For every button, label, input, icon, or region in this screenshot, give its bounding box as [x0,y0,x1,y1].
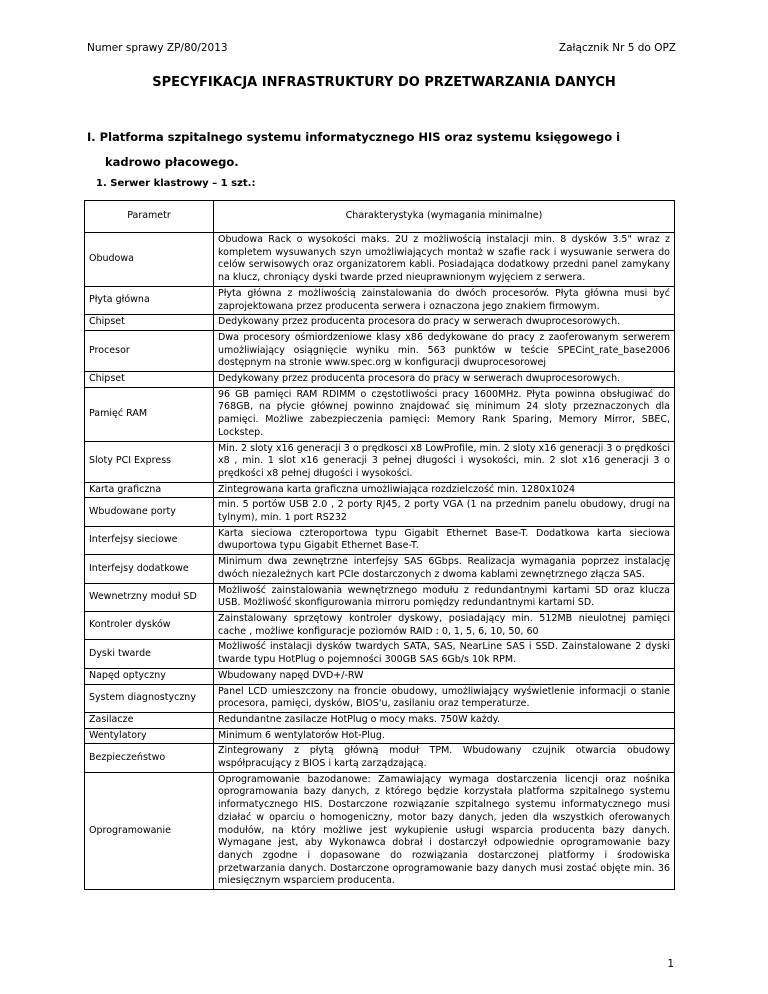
param-cell: Interfejsy sieciowe [85,526,214,554]
specification-table [84,200,675,890]
table-row [85,668,675,684]
param-cell: Zasilacze [85,712,214,728]
table-row [85,441,675,482]
param-cell: Bezpieczeństwo [85,744,214,772]
desc-cell: Oprogramowanie bazodanowe: Zamawiający wymaga dostarczenia licencji oraz nośnika oprogramowania bazy danych, z którego będzie korzystała platforma szpitalnego systemu informatycznego HIS. Dostarczone rozwiązanie szpitalnego systemu informatycznego musi działać w oparciu o homogeniczny, motor bazy danych, jeden dla wszystkich oferowanych modułów, na który możliwe jest wykupienie usługi wsparcia producenta bazy danych. Wymagane jest, aby Wykonawca dobrał i dostarczył odpowiednie oprogramowanie bazy danych zgodne i dopasowane do rozwiązania dostarczonej platformy i środowiska przetwarzania danych. Dostarczone oprogramowanie bazy danych musi zostać objęte min. 36 miesięcznym wsparciem producenta. [214,772,675,889]
section-heading-line2: kadrowo płacowego. [105,155,239,169]
desc-cell: Minimum 6 wentylatorów Hot-Plug. [214,728,675,744]
table-row [85,712,675,728]
document-title: SPECYFIKACJA INFRASTRUKTURY DO PRZETWARZANIA DANYCH [152,75,616,90]
table-row [85,640,675,668]
desc-cell: Zintegrowana karta graficzna umożliwiająca rozdzielczość min. 1280x1024 [214,482,675,498]
table-row [85,498,675,526]
desc-cell: Obudowa Rack o wysokości maks. 2U z możliwością instalacji min. 8 dysków 3.5" wraz z kompletem wysuwanych szyn umożliwiających montaż w szafie rack i wysuwanie serwera do celów serwisowych oraz organizatorem kabli. Posiadająca dodatkowy przedni panel zamykany na klucz, chroniący dyski twarde przed nieuprawnionym wyjęciem z serwera. [214,233,675,287]
table-row [85,611,675,639]
desc-cell: Możliwość instalacji dysków twardych SATA, SAS, NearLine SAS i SSD. Zainstalowane 2 dyski twarde typu HotPlug o pojemności 300GB SAS 6Gb/s 10k RPM. [214,640,675,668]
param-cell: Pamięć RAM [85,387,214,441]
desc-cell: Minimum dwa zewnętrzne interfejsy SAS 6Gbps. Realizacja wymagania poprzez instalację dwóch niezależnych kart PCIe dostarczonych z dwoma kablami zewnętrznego złącza SAS. [214,555,675,583]
desc-cell: Redundantne zasilacze HotPlug o mocy maks. 750W każdy. [214,712,675,728]
desc-cell: Dwa procesory ośmiordzeniowe klasy x86 dedykowane do pracy z zaoferowanym serwerem umożliwiający osiągnięcie wyniku min. 563 punktów w teście SPECint_rate_base2006 dostępnym na stronie www.spec.org w konfiguracji dwuprocesorowej [214,330,675,371]
table-row [85,387,675,441]
section-heading [87,125,687,175]
desc-cell: Zintegrowany z płytą główną moduł TPM. Wbudowany czujnik otwarcia obudowy współpracujący z BIOS i kartą zarządzającą. [214,744,675,772]
desc-cell: Płyta główna z możliwością zainstalowania do dwóch procesorów. Płyta główna musi być zaprojektowana przez producenta serwera i oznaczona jego znakiem firmowym. [214,286,675,314]
header-attachment: Załącznik Nr 5 do OPZ [558,42,676,54]
param-cell: Wewnetrzny moduł SD [85,583,214,611]
param-cell: Chipset [85,315,214,331]
table-row [85,286,675,314]
param-cell: System diagnostyczny [85,684,214,712]
subsection-heading: 1. Serwer klastrowy – 1 szt.: [96,178,256,189]
header-case-number: Numer sprawy ZP/80/2013 [87,42,228,54]
desc-cell: Możliwość zainstalowania wewnętrznego modułu z redundantnymi kartami SD oraz klucza USB. Możliwość skonfigurowania mirroru pomiędzy redundantnymi kartami SD. [214,583,675,611]
desc-cell: Dedykowany przez producenta procesora do pracy w serwerach dwuprocesorowych. [214,372,675,388]
desc-cell: min. 5 portów USB 2.0 , 2 porty RJ45, 2 porty VGA (1 na przednim panelu obudowy, drugi na tylnym), min. 1 port RS232 [214,498,675,526]
param-cell: Dyski twarde [85,640,214,668]
desc-cell: 96 GB pamięci RAM RDIMM o częstotliwości pracy 1600MHz. Płyta powinna obsługiwać do 768GB, na płycie głównej powinno znajdować się minimum 24 sloty przeznaczonych dla pamięci. Możliwe zabezpieczenia pamięci: Memory Rank Sparing, Memory Mirror, SBEC, Lockstep. [214,387,675,441]
table-row [85,372,675,388]
table-row [85,233,675,287]
param-cell: Interfejsy dodatkowe [85,555,214,583]
param-cell: Obudowa [85,233,214,287]
param-cell: Sloty PCI Express [85,441,214,482]
desc-cell: Wbudowany napęd DVD+/-RW [214,668,675,684]
page-number: 1 [667,958,674,970]
param-cell: Chipset [85,372,214,388]
desc-cell: Dedykowany przez producenta procesora do pracy w serwerach dwuprocesorowych. [214,315,675,331]
table-row [85,330,675,371]
table-row [85,526,675,554]
param-cell: Kontroler dysków [85,611,214,639]
param-cell: Oprogramowanie [85,772,214,889]
param-cell: Karta graficzna [85,482,214,498]
param-cell: Napęd optyczny [85,668,214,684]
table-row [85,772,675,889]
table-row [85,744,675,772]
column-header-characteristics: Charakterystyka (wymagania minimalne) [214,201,675,233]
desc-cell: Min. 2 sloty x16 generacji 3 o prędkosci x8 LowProfile, min. 2 sloty x16 generacji 3 o prędkości x8 , min. 1 slot x16 generacji 3 pełnej długości i wysokości, min. 2 slot x16 generacji 3 o prędkości x8 pełnej długości i wysokości. [214,441,675,482]
table-row [85,482,675,498]
param-cell: Procesor [85,330,214,371]
table-row [85,555,675,583]
desc-cell: Zainstalowany sprzętowy kontroler dyskowy, posiadający min. 512MB nieulotnej pamięci cache , możliwe konfiguracje poziomów RAID : 0, 1, 5, 6, 10, 50, 60 [214,611,675,639]
desc-cell: Panel LCD umieszczony na froncie obudowy, umożliwiający wyświetlenie informacji o stanie procesora, pamięci, dysków, BIOS'u, zasilaniu oraz temperaturze. [214,684,675,712]
param-cell: Wentylatory [85,728,214,744]
table-row [85,583,675,611]
desc-cell: Karta sieciowa czteroportowa typu Gigabit Ethernet Base-T. Dodatkowa karta sieciowa dwuportowa typu Gigabit Ethernet Base-T. [214,526,675,554]
table-row [85,728,675,744]
table-row [85,315,675,331]
column-header-parameter: Parametr [85,201,214,233]
table-row [85,684,675,712]
table-header-row [85,201,675,233]
param-cell: Płyta główna [85,286,214,314]
param-cell: Wbudowane porty [85,498,214,526]
section-heading-line1: I. Platforma szpitalnego systemu informatycznego HIS oraz systemu księgowego i [87,130,621,144]
